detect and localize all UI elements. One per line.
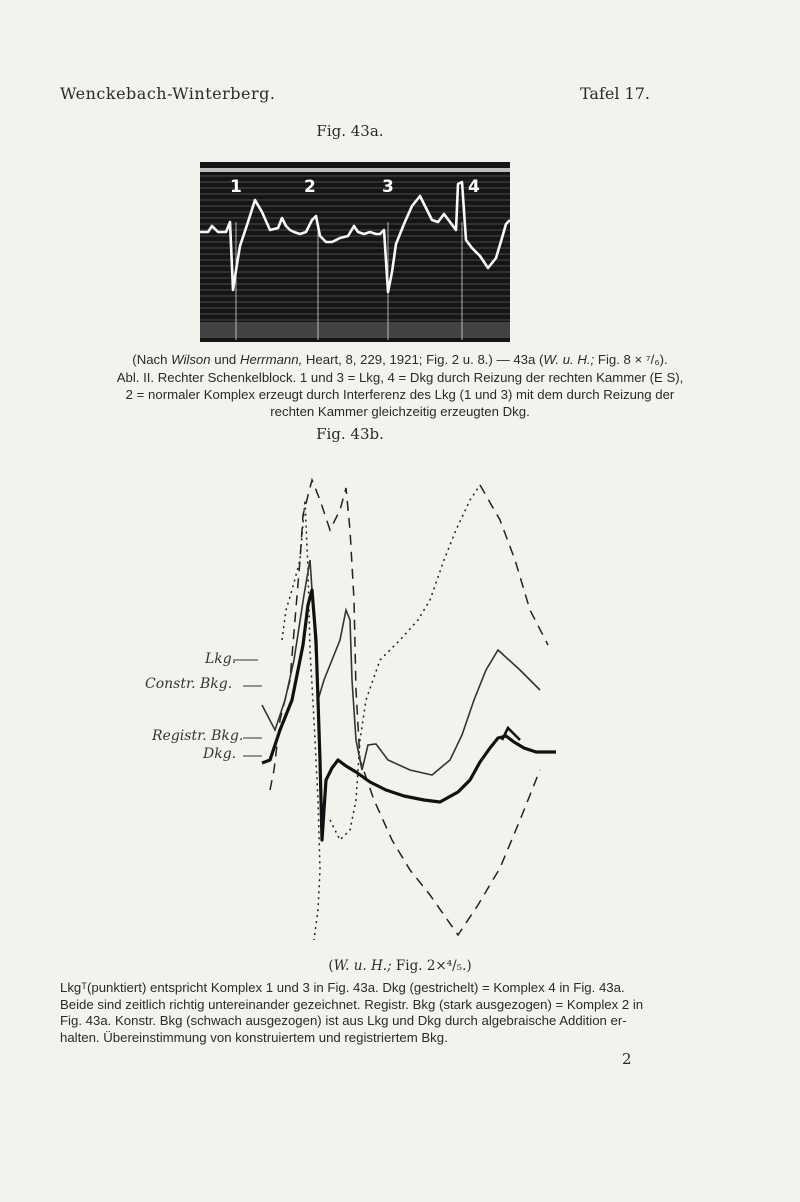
figure-b-title: Fig. 43b. — [316, 425, 384, 443]
curve-dkg-dashed — [270, 480, 548, 935]
caption-line: halten. Übereinstimmung von konstruiertem und registriertem Bkg. — [60, 1029, 448, 1045]
running-header-plate: Tafel 17. — [579, 84, 650, 103]
caption-line: Abl. II. Rechter Schenkelblock. 1 und 3 = Lkg, 4 = Dkg durch Reizung der rechten Kammer (E S), — [116, 370, 684, 385]
source-scale: Fig. 8 × ⁷/₆). — [594, 352, 668, 367]
photo-marker-3: 3 — [382, 177, 394, 197]
label-constr-bkg: Constr. Bkg. — [145, 676, 233, 692]
figure-b-caption — [60, 980, 710, 1046]
page-number: 2 — [622, 1050, 632, 1068]
label-registr-bkg: Registr. Bkg. — [152, 728, 244, 744]
photo-marker-4: 4 — [468, 177, 480, 197]
source-author-1: Wilson — [171, 352, 211, 367]
running-header-authors: Wenckebach-Winterberg. — [60, 84, 276, 103]
caption-line: 2 = normaler Komplex erzeugt durch Interferenz des Lkg (1 und 3) mit dem durch Reizung der — [125, 387, 675, 402]
figure-b-source — [0, 958, 800, 974]
curve-lkg-dotted — [282, 485, 480, 940]
source-abbreviation: W. u. H.; — [543, 352, 595, 367]
source-prefix: ( — [328, 958, 334, 974]
caption-line: rechten Kammer gleichzeitig erzeugten Dkg. — [270, 404, 530, 419]
source-prefix: (Nach — [132, 352, 172, 367]
label-lkg: Lkg. — [205, 651, 237, 667]
source-conjunction: und — [210, 352, 240, 367]
figure-a-title: Fig. 43a. — [316, 122, 384, 140]
caption-line: Beide sind zeitlich richtig untereinander gezeichnet. Registr. Bkg (stark ausgezogen) = Komplex 2 in — [60, 996, 644, 1012]
photo-bottom-band — [200, 322, 510, 338]
figure-a-source — [0, 351, 800, 368]
source-reference: Heart, 8, 229, 1921; Fig. 2 u. 8.) — 43a ( — [302, 352, 544, 367]
curve-registered-bkg — [262, 590, 556, 840]
photo-marker-1: 1 — [230, 177, 242, 197]
curve-constructed-bkg — [262, 560, 540, 775]
ecg-photograph — [200, 162, 510, 342]
figure-a-caption — [0, 369, 800, 420]
photo-top-band — [200, 168, 510, 172]
complex-diagram — [0, 440, 800, 960]
source-author-2: Herrmann, — [239, 352, 303, 367]
source-scale: Fig. 2×⁴/₅.) — [391, 958, 472, 974]
label-dkg: Dkg. — [203, 746, 237, 762]
caption-line: Fig. 43a. Konstr. Bkg (schwach ausgezogen) ist aus Lkg und Dkg durch algebraische Addition er- — [60, 1013, 627, 1028]
photo-marker-2: 2 — [304, 177, 316, 197]
source-abbreviation: W. u. H.; — [333, 958, 392, 974]
caption-line: Lkgᵀ(punktiert) entspricht Komplex 1 und 3 in Fig. 43a. Dkg (gestrichelt) = Komplex 4 in Fig. 43a. — [60, 980, 625, 995]
